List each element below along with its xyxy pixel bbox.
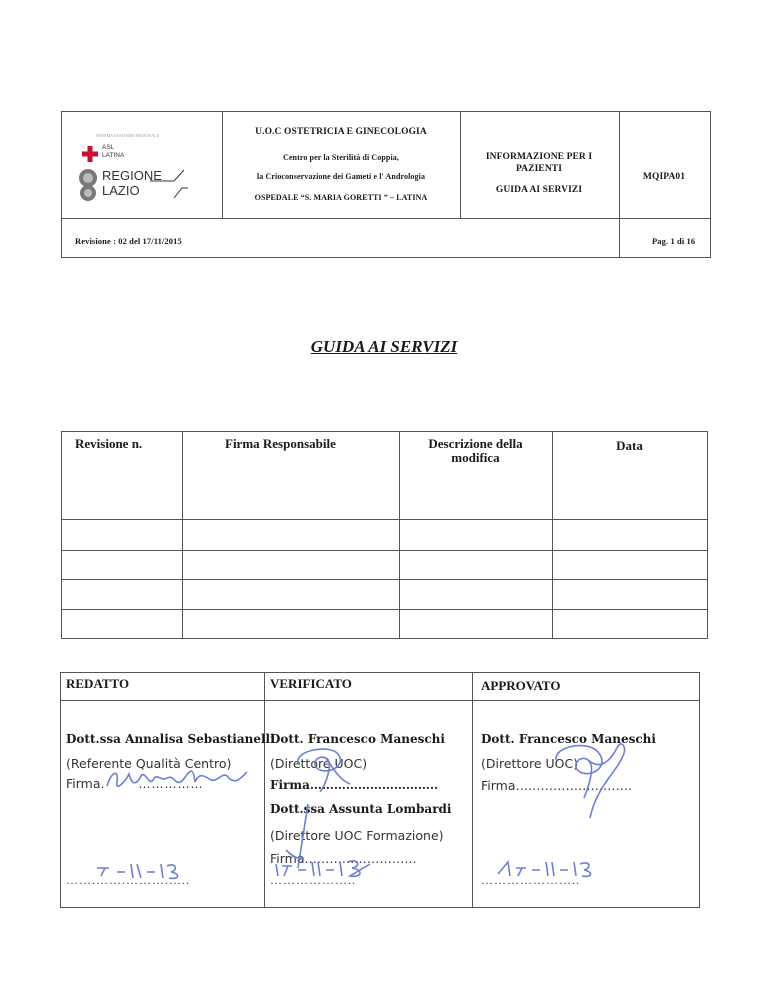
verificato-date-handwritten xyxy=(270,858,380,880)
red-cross-icon xyxy=(82,146,98,162)
verificato-heading: VERIFICATO xyxy=(270,676,352,691)
document-title: GUIDA AI SERVIZI xyxy=(310,337,458,356)
approvato-name: Dott. Francesco Maneschi xyxy=(481,732,656,746)
table-divider xyxy=(182,432,183,639)
table-divider xyxy=(472,673,473,908)
document-code: MQIPA01 xyxy=(642,172,686,182)
guide-label: GUIDA AI SERVIZI xyxy=(495,185,583,195)
approvato-date: ………………….. xyxy=(481,873,580,887)
logo-top-text: SISTEMA SANITARIO REGIONALE xyxy=(96,133,160,138)
logo-regione: REGIONE xyxy=(102,168,162,183)
verificato-firma: Firma………………………….. xyxy=(270,778,439,792)
approvato-heading: APPROVATO xyxy=(481,678,561,693)
verificato-name2: Dott.ssa Assunta Lombardi xyxy=(270,802,452,816)
col-description-header-1: Descrizione della xyxy=(428,436,523,451)
redatto-date-handwritten xyxy=(95,860,205,880)
redatto-firma: Firma. …………… xyxy=(66,776,204,791)
center-line1: Centro per la Sterilità di Coppia, xyxy=(283,153,399,162)
redatto-name: Dott.ssa Annalisa Sebastianelli xyxy=(66,732,275,746)
col-date-header: Data xyxy=(616,438,643,453)
table-divider xyxy=(552,432,553,639)
redatto-signature xyxy=(105,752,255,797)
hospital-name: OSPEDALE “S. MARIA GORETTI ” – LATINA xyxy=(254,193,428,202)
header-divider xyxy=(62,218,710,219)
verificato-firma2: Firma.…………………….. xyxy=(270,851,417,866)
page-number: Pag. 1 di 16 xyxy=(652,236,696,246)
table-divider xyxy=(62,550,708,551)
verificato-role: (Direttore UOC) xyxy=(270,756,368,771)
col-description-header-2: modifica xyxy=(451,450,500,465)
redatto-role: (Referente Qualità Centro) xyxy=(66,756,232,771)
approvato-signature xyxy=(552,738,632,828)
logo-latina: LATINA xyxy=(102,152,125,159)
approvato-firma: Firma………………………. xyxy=(481,778,632,793)
verificato-role2: (Direttore UOC Formazione) xyxy=(270,828,444,843)
table-divider xyxy=(62,519,708,520)
table-divider xyxy=(62,609,708,610)
revision-label: Revisione : 02 del 17/11/2015 xyxy=(75,236,182,246)
uoc-title: U.O.C OSTETRICIA E GINECOLOGIA xyxy=(255,127,427,137)
logo-asl: ASL xyxy=(102,144,115,151)
verificato-signature xyxy=(290,740,360,800)
lazio-emblem-icon xyxy=(78,168,98,202)
logo-swoosh-icon xyxy=(148,168,188,200)
center-line2: la Crioconservazione dei Gameti e l' Andrologia xyxy=(256,172,426,181)
approvato-role: (Direttore UOC) xyxy=(481,756,579,771)
approvato-date-handwritten xyxy=(496,858,606,880)
asl-regione-logo xyxy=(74,130,214,210)
info-line2: PAZIENTI xyxy=(515,164,563,174)
info-line1: INFORMAZIONE PER I xyxy=(485,152,593,162)
col-signature-header: Firma Responsabile xyxy=(225,436,336,451)
table-divider xyxy=(264,673,265,908)
table-divider xyxy=(61,700,700,701)
revision-table xyxy=(61,431,708,639)
verificato-date: ……………….. xyxy=(270,873,356,887)
redatto-heading: REDATTO xyxy=(66,676,130,691)
verificato-name: Dott. Francesco Maneschi xyxy=(270,732,445,746)
header-divider xyxy=(619,112,620,258)
logo-lazio: LAZIO xyxy=(102,183,140,198)
redatto-date: …….…….……….….. xyxy=(66,873,190,887)
table-divider xyxy=(62,579,708,580)
col-revision-header: Revisione n. xyxy=(75,436,143,451)
